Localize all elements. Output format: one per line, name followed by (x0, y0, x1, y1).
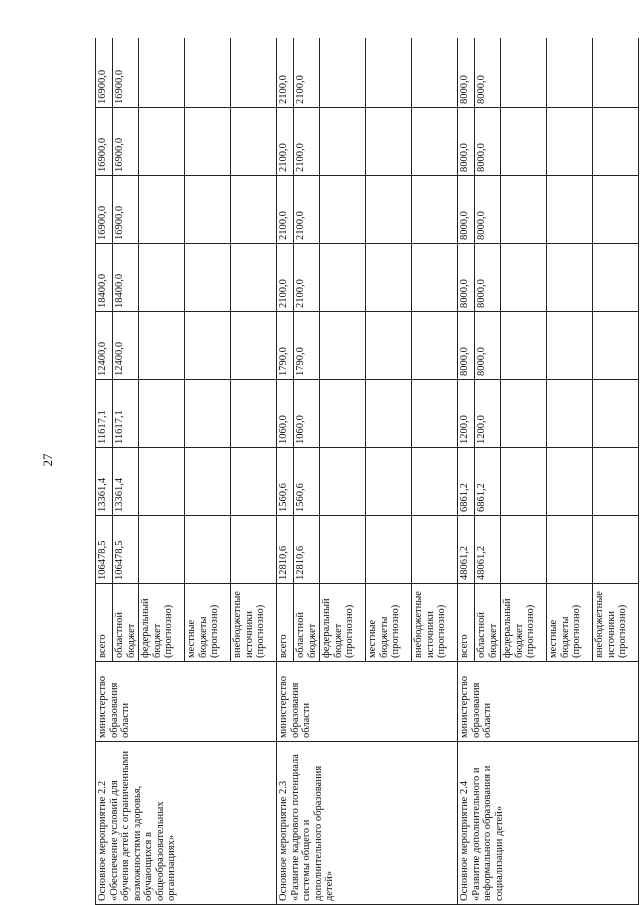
value-cell (320, 38, 366, 108)
value-cell (593, 176, 639, 244)
value-cell (547, 516, 593, 584)
value-cell (231, 38, 277, 108)
value-cell (185, 448, 231, 516)
value-cell: 2100,0 (294, 176, 320, 244)
value-cell (231, 312, 277, 380)
value-cell: 2100,0 (294, 244, 320, 312)
value-cell: 48061,2 (458, 516, 475, 584)
value-cell: 2100,0 (294, 108, 320, 176)
value-cell: 13361,4 (113, 448, 139, 516)
funding-source-cell: внебюджетные источники (прогнозно) (412, 584, 458, 662)
value-cell: 6861,2 (458, 448, 475, 516)
executor-cell: министерство образования области (96, 662, 277, 742)
funding-source-cell: федеральный бюджет (прогнозно) (501, 584, 547, 662)
value-cell (366, 516, 412, 584)
value-cell (412, 380, 458, 448)
table-row (458, 38, 475, 905)
value-cell (547, 312, 593, 380)
value-cell (320, 312, 366, 380)
value-cell (231, 448, 277, 516)
value-cell: 8000,0 (475, 244, 501, 312)
value-cell (185, 380, 231, 448)
value-cell: 1560,6 (277, 448, 294, 516)
value-cell: 8000,0 (458, 244, 475, 312)
funding-source-cell: местные бюджеты (прогнозно) (185, 584, 231, 662)
value-cell (366, 38, 412, 108)
value-cell (366, 380, 412, 448)
funding-source-cell: местные бюджеты (прогнозно) (366, 584, 412, 662)
funding-source-cell: всего (96, 584, 113, 662)
value-cell: 48061,2 (475, 516, 501, 584)
value-cell (231, 176, 277, 244)
value-cell (139, 108, 185, 176)
value-cell: 2100,0 (277, 244, 294, 312)
value-cell (185, 516, 231, 584)
value-cell (593, 516, 639, 584)
value-cell (366, 108, 412, 176)
value-cell (231, 380, 277, 448)
value-cell: 8000,0 (458, 38, 475, 108)
value-cell (366, 176, 412, 244)
executor-cell: министерство образования области (277, 662, 458, 742)
value-cell (185, 38, 231, 108)
value-cell (593, 380, 639, 448)
executor-cell: министерство образования области (458, 662, 639, 742)
table-container (95, 38, 640, 905)
value-cell (366, 448, 412, 516)
page-number: 27 (40, 453, 55, 467)
value-cell (501, 448, 547, 516)
value-cell (501, 176, 547, 244)
value-cell (501, 312, 547, 380)
value-cell (320, 448, 366, 516)
value-cell: 8000,0 (475, 108, 501, 176)
value-cell (547, 38, 593, 108)
value-cell (547, 108, 593, 176)
funding-source-cell: местные бюджеты (прогнозно) (547, 584, 593, 662)
funding-source-cell: внебюджетные источники (прогнозно) (231, 584, 277, 662)
value-cell (547, 176, 593, 244)
budget-table (95, 38, 639, 905)
value-cell (139, 38, 185, 108)
value-cell (547, 448, 593, 516)
value-cell (366, 244, 412, 312)
funding-source-cell: всего (277, 584, 294, 662)
value-cell: 16900,0 (96, 176, 113, 244)
value-cell: 1060,0 (277, 380, 294, 448)
value-cell: 11617,1 (113, 380, 139, 448)
value-cell: 1200,0 (458, 380, 475, 448)
value-cell (320, 244, 366, 312)
value-cell: 1790,0 (294, 312, 320, 380)
value-cell (320, 176, 366, 244)
measure-name-cell: Основное мероприятие 2.4 «Развитие дополнительного и неформального образования и социализации детей» (458, 742, 639, 905)
funding-source-cell: областной бюджет (475, 584, 501, 662)
value-cell (366, 312, 412, 380)
value-cell (501, 108, 547, 176)
value-cell: 1790,0 (277, 312, 294, 380)
value-cell: 12400,0 (113, 312, 139, 380)
value-cell (593, 244, 639, 312)
value-cell: 16900,0 (113, 108, 139, 176)
value-cell (320, 516, 366, 584)
value-cell (139, 448, 185, 516)
value-cell: 1200,0 (475, 380, 501, 448)
value-cell (185, 108, 231, 176)
measure-name-cell: Основное мероприятие 2.2 «Обеспечение условий для обучения детей с ограниченными возможностями здоровья, обучающихся в общеобразовательных организациях» (96, 742, 277, 905)
funding-source-cell: всего (458, 584, 475, 662)
value-cell (320, 380, 366, 448)
value-cell (412, 312, 458, 380)
value-cell (139, 176, 185, 244)
value-cell: 6861,2 (475, 448, 501, 516)
funding-source-cell: федеральный бюджет (прогнозно) (320, 584, 366, 662)
value-cell (412, 108, 458, 176)
value-cell: 8000,0 (458, 312, 475, 380)
funding-source-cell: областной бюджет (113, 584, 139, 662)
value-cell (593, 108, 639, 176)
value-cell: 16900,0 (113, 176, 139, 244)
value-cell (231, 244, 277, 312)
value-cell: 12810,6 (277, 516, 294, 584)
value-cell (185, 244, 231, 312)
funding-source-cell: федеральный бюджет (прогнозно) (139, 584, 185, 662)
value-cell: 106478,5 (113, 516, 139, 584)
value-cell: 1060,0 (294, 380, 320, 448)
value-cell (185, 312, 231, 380)
value-cell (139, 516, 185, 584)
value-cell: 12810,6 (294, 516, 320, 584)
value-cell (593, 448, 639, 516)
value-cell: 16900,0 (96, 108, 113, 176)
value-cell: 12400,0 (96, 312, 113, 380)
value-cell: 18400,0 (113, 244, 139, 312)
value-cell (412, 176, 458, 244)
value-cell: 8000,0 (458, 108, 475, 176)
value-cell (185, 176, 231, 244)
value-cell: 16900,0 (113, 38, 139, 108)
value-cell: 106478,5 (96, 516, 113, 584)
value-cell: 2100,0 (277, 108, 294, 176)
value-cell: 2100,0 (294, 38, 320, 108)
table-row (277, 38, 294, 905)
value-cell (139, 312, 185, 380)
table-body (96, 38, 639, 905)
table-row (96, 38, 113, 905)
value-cell (412, 244, 458, 312)
value-cell (231, 108, 277, 176)
funding-source-cell: областной бюджет (294, 584, 320, 662)
value-cell (547, 244, 593, 312)
value-cell (139, 380, 185, 448)
value-cell (412, 448, 458, 516)
value-cell: 8000,0 (458, 176, 475, 244)
value-cell: 18400,0 (96, 244, 113, 312)
value-cell (593, 38, 639, 108)
value-cell (231, 516, 277, 584)
funding-source-cell: внебюджетные источники (прогнозно) (593, 584, 639, 662)
value-cell: 8000,0 (475, 176, 501, 244)
value-cell: 13361,4 (96, 448, 113, 516)
value-cell (501, 244, 547, 312)
value-cell (501, 516, 547, 584)
value-cell (412, 516, 458, 584)
value-cell (412, 38, 458, 108)
value-cell: 2100,0 (277, 176, 294, 244)
value-cell (139, 244, 185, 312)
value-cell: 2100,0 (277, 38, 294, 108)
value-cell: 16900,0 (96, 38, 113, 108)
value-cell: 1560,6 (294, 448, 320, 516)
value-cell (320, 108, 366, 176)
value-cell (501, 38, 547, 108)
measure-name-cell: Основное мероприятие 2.3 «Развитие кадрового потенциала системы общего и дополнительного образования детей» (277, 742, 458, 905)
value-cell: 8000,0 (475, 312, 501, 380)
value-cell (593, 312, 639, 380)
value-cell (547, 380, 593, 448)
value-cell (501, 380, 547, 448)
value-cell: 11617,1 (96, 380, 113, 448)
value-cell: 8000,0 (475, 38, 501, 108)
